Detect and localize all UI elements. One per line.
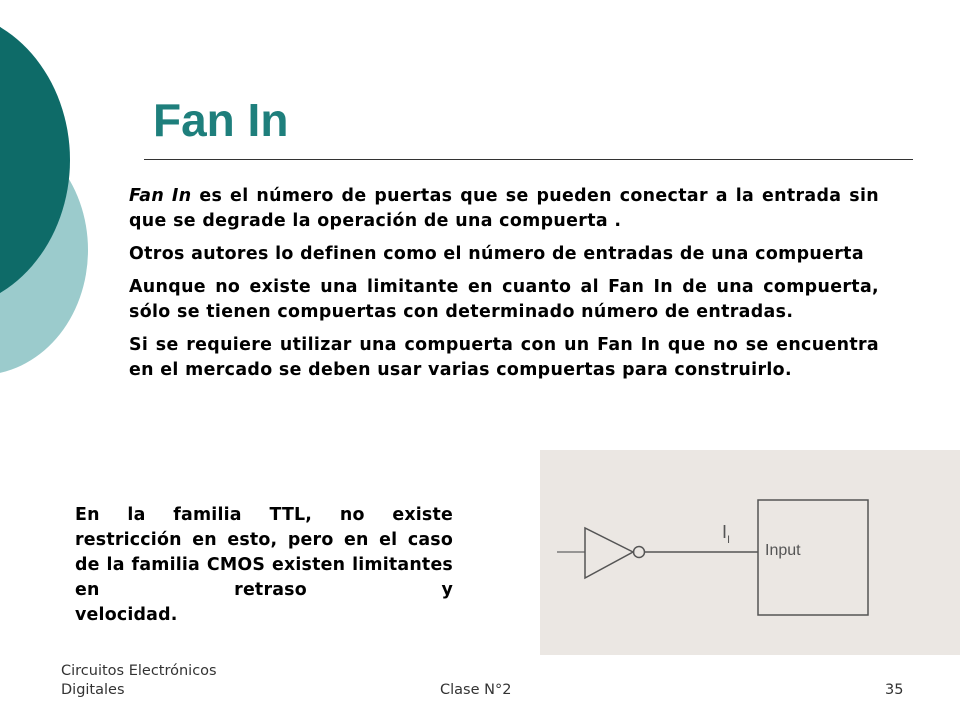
current-label: [722, 522, 730, 546]
side-note-last-line: velocidad.: [75, 605, 178, 625]
fan-in-diagram: [540, 450, 960, 655]
paragraph-definition: [129, 184, 879, 234]
paragraph-limitation: Aunque no existe una limitante en cuanto al Fan In de una compuerta, sólo se tienen compuertas con determinado número de entradas.: [129, 277, 879, 322]
side-note: [75, 503, 453, 628]
inverter-triangle: [585, 528, 633, 578]
slide-body: [129, 184, 879, 391]
inverter-bubble: [634, 547, 645, 558]
slide-title: Fan In: [153, 94, 289, 146]
title-divider: [144, 159, 913, 160]
footer-page-number: 35: [885, 682, 904, 698]
definition-text: es el número de puertas que se pueden conectar a la entrada sin que se degrade la operación de una compuerta .: [129, 186, 879, 231]
decorative-circles: [0, 0, 140, 420]
fan-in-term: Fan In: [129, 186, 192, 206]
current-subscript: I: [727, 534, 731, 546]
current-symbol: I: [722, 522, 728, 542]
footer-class: Clase N°2: [440, 682, 512, 698]
paragraph-other-authors: Otros autores lo definen como el número de entradas de una compuerta: [129, 244, 864, 264]
paragraph-construction: Si se requiere utilizar una compuerta con un Fan In que no se encuentra en el mercado se deben usar varias compuertas para construirlo.: [129, 335, 879, 380]
inverter-diagram: [540, 450, 960, 655]
side-note-text: En la familia TTL, no existe restricción en esto, pero en el caso de la familia CMOS existen limitantes en retraso y: [75, 505, 453, 600]
footer-course: Circuitos Electrónicos Digitales: [61, 663, 217, 698]
input-box-label: Input: [765, 542, 801, 559]
